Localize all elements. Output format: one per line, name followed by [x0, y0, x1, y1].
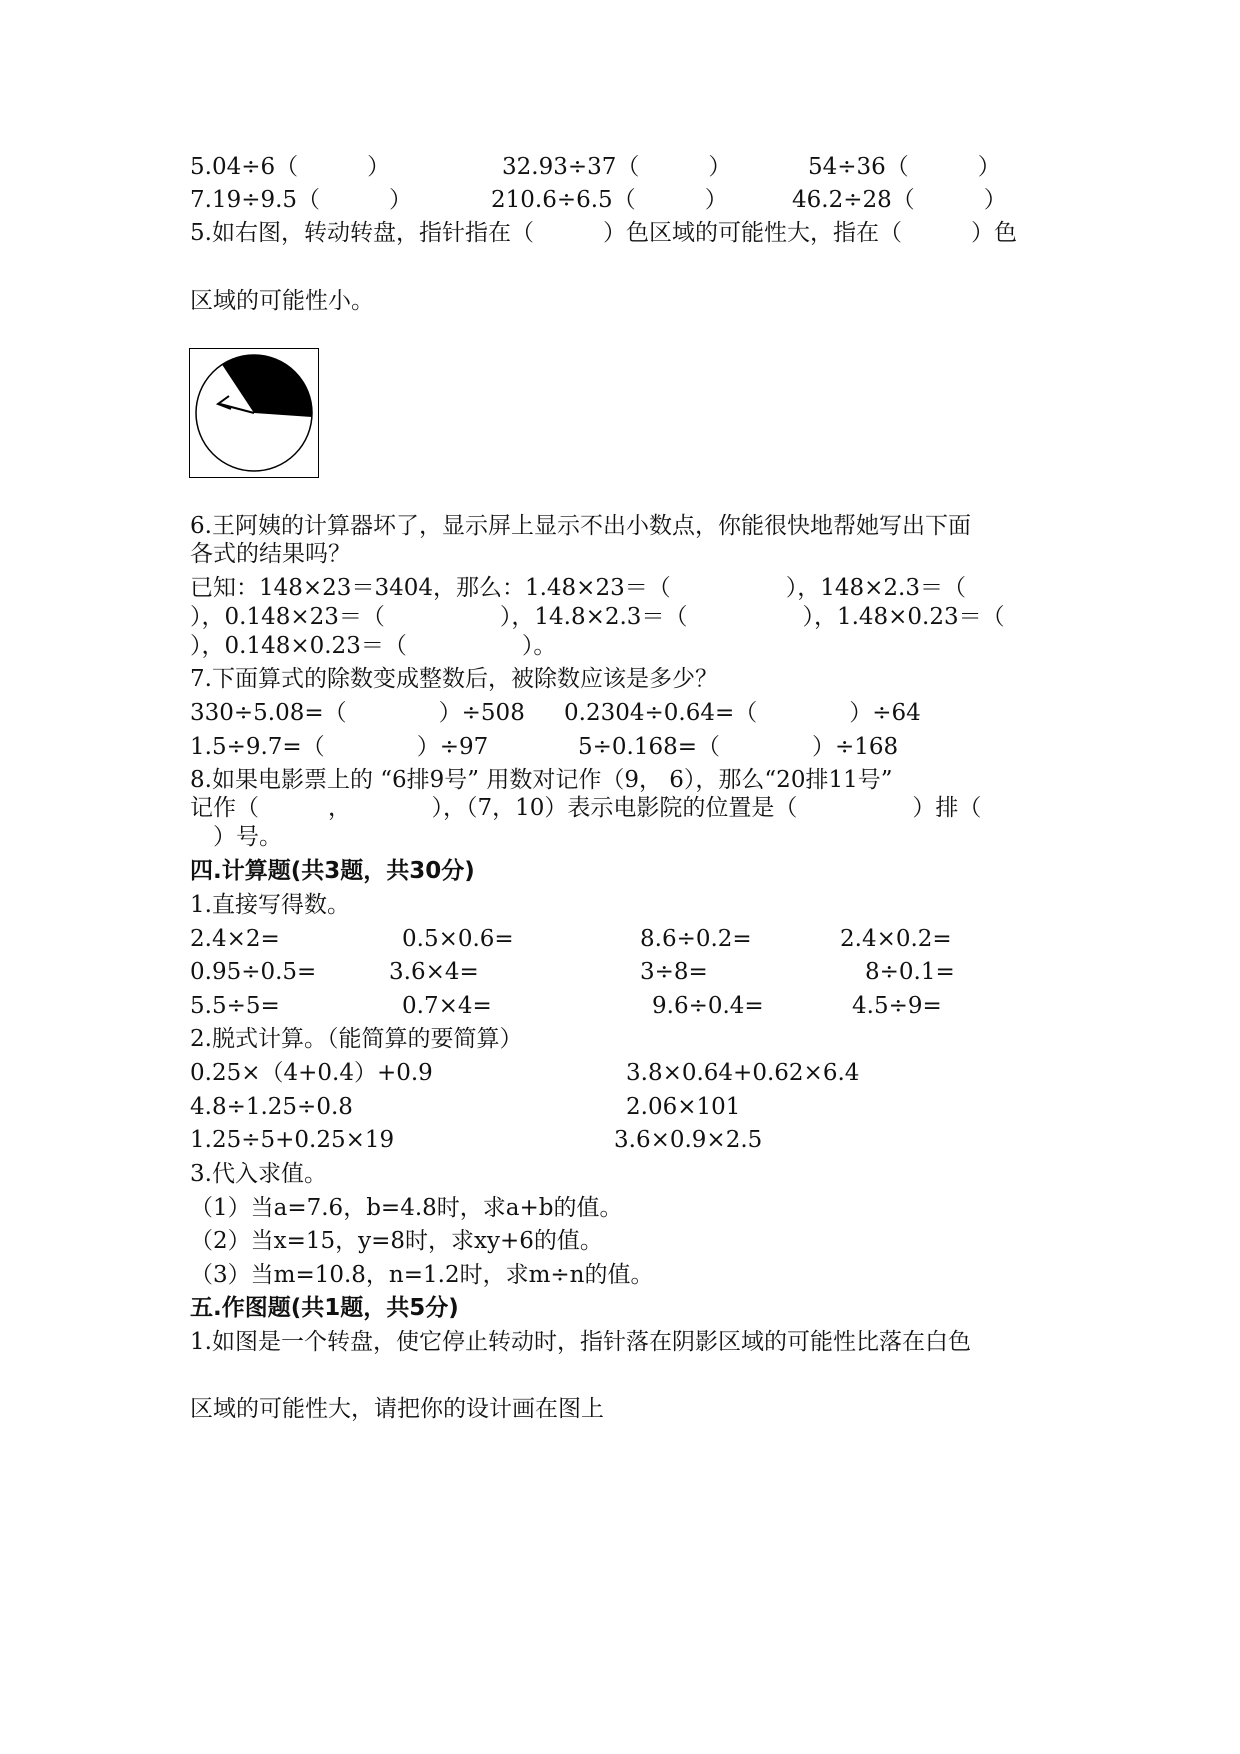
- q8-line: 记作（ ， ），（7，10）表示电影院的位置是（ ）排（: [190, 795, 982, 821]
- p1-item: 8÷0.1=: [865, 959, 955, 985]
- q4-item: 32.93÷37（ ）: [502, 154, 732, 180]
- p1-item: 8.6÷0.2=: [640, 926, 752, 952]
- q4-item: 210.6÷6.5（ ）: [491, 187, 728, 213]
- p2-title: 2.脱式计算。（能简算的要简算）: [190, 1026, 523, 1052]
- p1-item: 4.5÷9=: [852, 993, 942, 1019]
- p1-item: 9.6÷0.4=: [652, 993, 764, 1019]
- p1-item: 3÷8=: [640, 959, 708, 985]
- q8-line: 8.如果电影票上的 “6排9号” 用数对记作（9， 6），那么“20排11号”: [190, 767, 893, 793]
- p1-item: 5.5÷5=: [190, 993, 280, 1019]
- section-header: 五.作图题(共1题，共5分): [190, 1295, 459, 1321]
- q4-item: 5.04÷6（ ）: [190, 154, 391, 180]
- p1-item: 3.6×4=: [389, 959, 479, 985]
- p2-item: 3.8×0.64+0.62×6.4: [626, 1060, 860, 1086]
- p3-item: （1）当a=7.6，b=4.8时，求a+b的值。: [190, 1195, 623, 1221]
- q7-item: 0.2304÷0.64=（ ）÷64: [564, 700, 921, 726]
- p2-item: 4.8÷1.25÷0.8: [190, 1094, 353, 1120]
- section-header: 四.计算题(共3题，共30分): [190, 858, 475, 884]
- p1-item: 0.7×4=: [402, 993, 492, 1019]
- spinner-svg: [190, 349, 318, 477]
- s5-line: 1.如图是一个转盘，使它停止转动时，指针落在阴影区域的可能性比落在白色: [190, 1329, 971, 1355]
- p1-item: 2.4×0.2=: [840, 926, 952, 952]
- p2-item: 3.6×0.9×2.5: [614, 1127, 763, 1153]
- q7-title: 7.下面算式的除数变成整数后，被除数应该是多少？: [190, 666, 718, 692]
- p3-item: （3）当m=10.8，n=1.2时，求m÷n的值。: [190, 1262, 654, 1288]
- p2-item: 2.06×101: [626, 1094, 741, 1120]
- s5-line: 区域的可能性大，请把你的设计画在图上: [190, 1396, 604, 1422]
- q5-line: 区域的可能性小。: [190, 288, 374, 314]
- q6-line: ），0.148×0.23＝（ ）。: [190, 633, 557, 659]
- p3-title: 3.代入求值。: [190, 1161, 327, 1187]
- q7-item: 330÷5.08=（ ）÷508: [190, 700, 525, 726]
- p3-item: （2）当x=15，y=8时，求xy+6的值。: [190, 1228, 603, 1254]
- q7-item: 5÷0.168=（ ）÷168: [578, 734, 899, 760]
- spinner-figure: [189, 348, 319, 478]
- p2-item: 1.25÷5+0.25×19: [190, 1127, 395, 1153]
- p2-item: 0.25×（4+0.4）+0.9: [190, 1060, 433, 1086]
- q4-item: 46.2÷28（ ）: [792, 187, 1007, 213]
- q6-line: 各式的结果吗？: [190, 541, 351, 567]
- q6-line: 已知：148×23＝3404，那么：1.48×23＝（ ），148×2.3＝（: [190, 575, 966, 601]
- q6-line: ），0.148×23＝（ ），14.8×2.3＝（ ），1.48×0.23＝（: [190, 604, 1005, 630]
- q8-line: ）号。: [190, 824, 282, 850]
- p1-title: 1.直接写得数。: [190, 892, 350, 918]
- p1-item: 0.95÷0.5=: [190, 959, 317, 985]
- q5-line: 5.如右图，转动转盘，指针指在（ ）色区域的可能性大，指在（ ）色: [190, 220, 1017, 246]
- q7-item: 1.5÷9.7=（ ）÷97: [190, 734, 489, 760]
- q4-item: 54÷36（ ）: [808, 154, 1001, 180]
- p1-item: 2.4×2=: [190, 926, 280, 952]
- q6-line: 6.王阿姨的计算器坏了，显示屏上显示不出小数点，你能很快地帮她写出下面: [190, 513, 971, 539]
- p1-item: 0.5×0.6=: [402, 926, 514, 952]
- q4-item: 7.19÷9.5（ ）: [190, 187, 413, 213]
